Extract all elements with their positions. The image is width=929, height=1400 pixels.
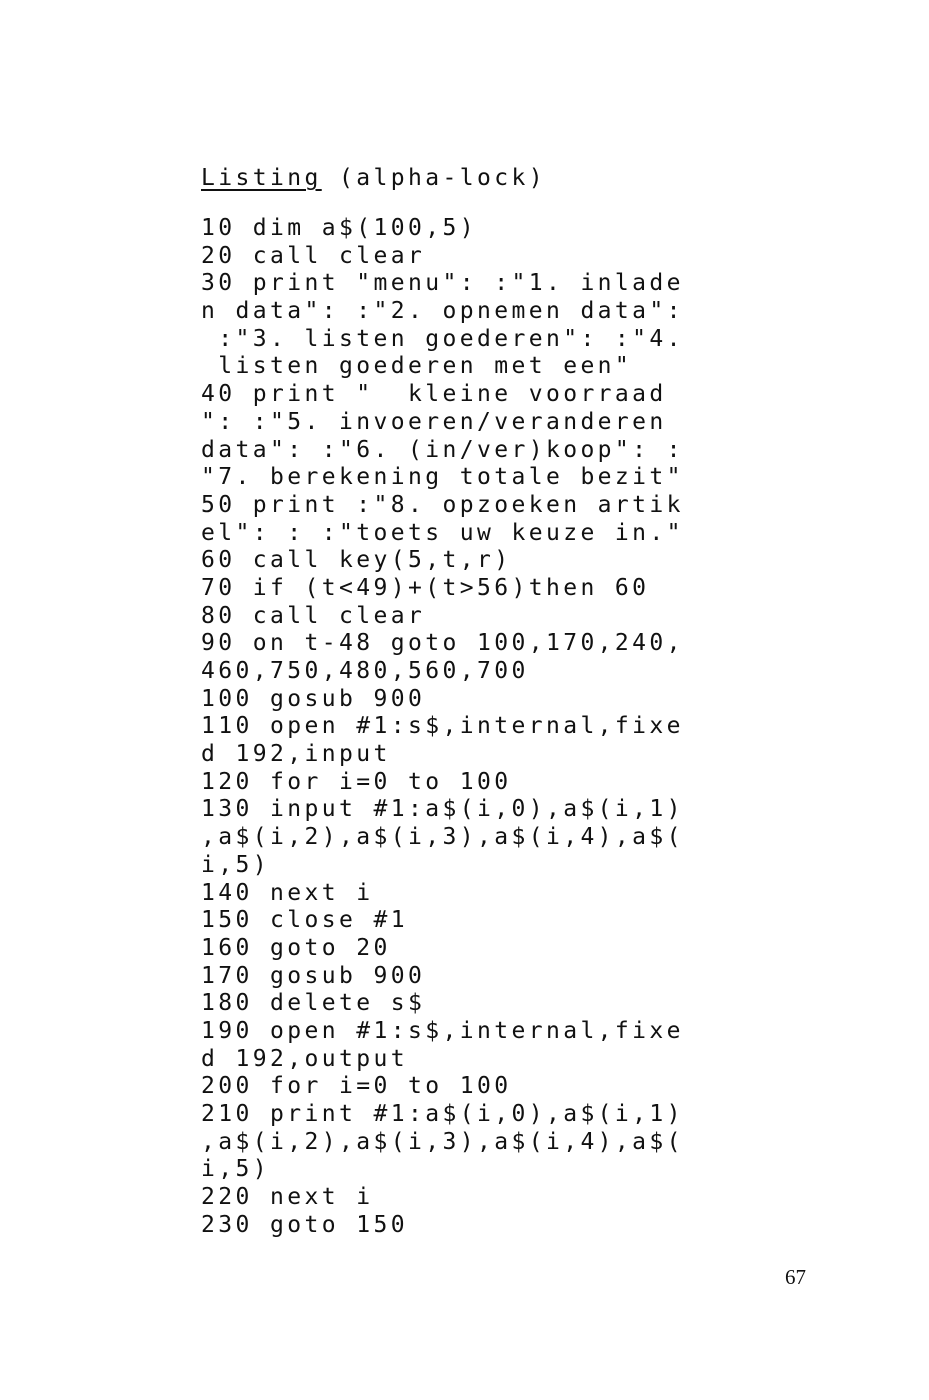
code-line: ": :"5. invoeren/veranderen [201,408,667,435]
code-line: 30 print "menu": :"1. inlade [201,270,684,297]
code-line: 10 dim a$(100,5) [201,215,477,241]
code-line: 120 for i=0 to 100 [201,768,512,795]
code-line: 170 gosub 900 [201,962,426,989]
code-line: el": : :"toets uw keuze in." [201,519,684,546]
code-line: 200 for i=0 to 100 [201,1073,512,1100]
code-line: 60 call key(5,t,r) [201,547,512,574]
code-line: 130 input #1:a$(i,0),a$(i,1) [201,796,684,823]
code-line: 230 goto 150 [201,1211,408,1238]
code-line: "7. berekening totale bezit" [201,464,684,491]
code-line: 40 print " kleine voorraad [201,381,667,408]
code-line: d 192,output [201,1045,408,1072]
code-line: 150 close #1 [201,907,408,934]
code-line: data": :"6. (in/ver)koop": : [201,436,684,463]
page-number: 67 [785,1265,806,1289]
code-line: 220 next i [201,1184,374,1211]
code-line: 190 open #1:s$,internal,fixe [201,1017,684,1044]
code-line: n data": :"2. opnemen data": [201,298,684,325]
listing-heading [201,160,546,196]
code-line: 160 goto 20 [201,934,391,961]
code-line: listen goederen met een" [201,353,633,380]
code-line: 140 next i [201,879,374,906]
code-line: 180 delete s$ [201,990,426,1017]
code-line: 110 open #1:s$,internal,fixe [201,713,684,740]
code-line: 90 on t-48 goto 100,170,240, [201,630,684,657]
code-line: 50 print :"8. opzoeken artik [201,491,684,518]
listing-heading-title: Listing [201,165,322,191]
code-line: ,a$(i,2),a$(i,3),a$(i,4),a$( [201,824,684,851]
code-line: 20 call clear [201,242,426,269]
code-line: 70 if (t<49)+(t>56)then 60 [201,574,650,601]
code-line: :"3. listen goederen": :"4. [201,325,684,352]
code-line: 460,750,480,560,700 [201,658,529,684]
program-listing [201,215,684,1239]
code-line: 80 call clear [201,602,426,629]
code-line: 210 print #1:a$(i,0),a$(i,1) [201,1101,684,1127]
code-line: 100 gosub 900 [201,685,426,712]
code-line: ,a$(i,2),a$(i,3),a$(i,4),a$( [201,1128,684,1155]
code-line: i,5) [201,851,270,878]
code-line: d 192,input [201,741,391,768]
code-line: i,5) [201,1156,270,1183]
listing-heading-subtitle: (alpha-lock) [321,165,546,191]
